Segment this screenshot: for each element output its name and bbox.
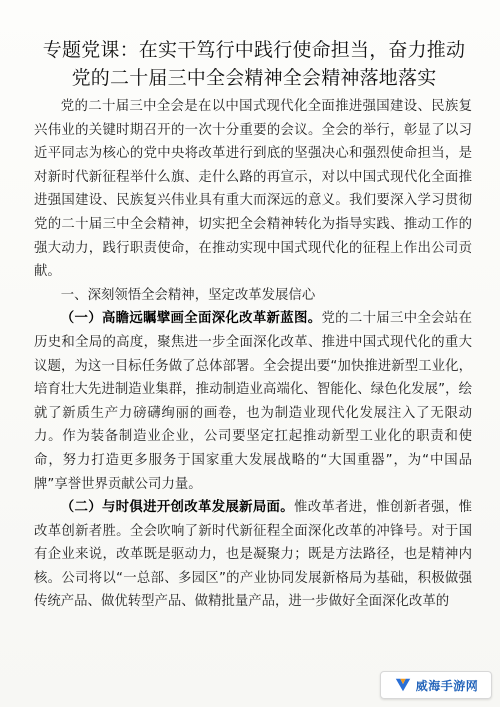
subsection-1-paragraph bbox=[34, 307, 472, 496]
site-watermark[interactable] bbox=[380, 671, 492, 699]
section-heading bbox=[34, 284, 472, 308]
intro-paragraph bbox=[34, 95, 472, 284]
subsection-2-text: 惟改革者进，惟创新者强，惟改革创新者胜。全会吹响了新时代新征程全面深化改革的冲锋号。对于国有企业来说，改革既是驱动力，也是凝聚力；既是方法路径，也是精神内核。公司将以“一总部、多园区”的产业协同发展新格局为基础，积极做强传统产品、做优转型产品、做精批量产品，进一步做好全面深化改革的 bbox=[34, 500, 473, 610]
watermark-text: 威海手游网 bbox=[415, 678, 479, 693]
document-body bbox=[34, 95, 472, 614]
subsection-1-text: 党的二十届三中全会站在历史和全局的高度，聚焦进一步全面深化改革、推进中国式现代化的重大议题，为这一目标任务做了总体部署。全会提出要“加快推进新型工业化，培育壮大先进制造业集群，推动制造业高端化、智能化、绿色化发展”，绘就了新质生产力磅礴绚丽的画卷，也为制造业现代化发展注入了无限动力。作为装备制造业企业，公司要坚定扛起推动新型工业化的职责和使命，努力打造更多服务于国家重大发展战略的“大国重器”，为“中国品牌”享誉世界贡献公司力量。 bbox=[34, 311, 473, 492]
subsection-2-paragraph bbox=[34, 496, 472, 614]
document-title: 专题党课：在实干笃行中践行使命担当，奋力推动党的二十届三中全会精神全会精神落地落实 bbox=[42, 39, 466, 89]
intro-text: 党的二十届三中全会是在以中国式现代化全面推进强国建设、民族复兴伟业的关键时期召开的一次十分重要的会议。全会的举行，彰显了以习近平同志为核心的党中央将改革进行到底的坚强决心和强烈使命担当，是对新时代新征程举什么旗、走什么路的再宣示，对以中国式现代化全面推进强国建设、民族复兴伟业具有重大而深远的意义。我们要深入学习贯彻党的二十届三中全会精神，切实把全会精神转化为指导实践、推动工作的强大动力，践行职责使命，在推动实现中国式现代化的征程上作出公司贡献。 bbox=[34, 99, 472, 280]
site-logo-icon bbox=[394, 676, 412, 694]
subsection-1-heading: （一）高瞻远瞩擘画全面深化改革新蓝图。 bbox=[60, 311, 322, 327]
section-heading-text: 一、深刻领悟全会精神，坚定改革发展信心 bbox=[60, 287, 316, 303]
subsection-2-heading: （二）与时俱进开创改革发展新局面。 bbox=[60, 500, 294, 516]
